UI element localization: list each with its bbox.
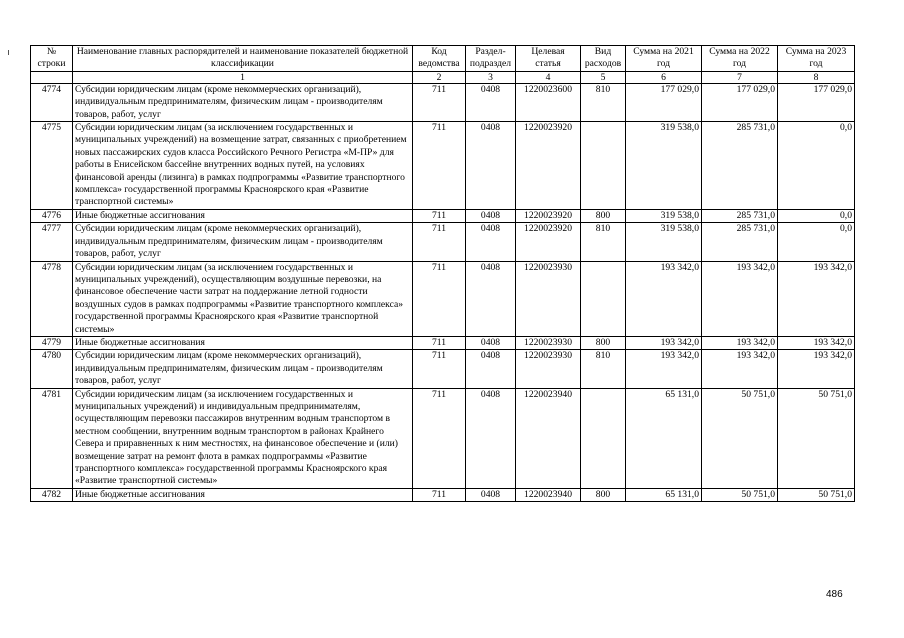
row-sum-2021: 319 538,0: [626, 223, 702, 261]
table-row: [31, 336, 855, 349]
row-sum-2021: 65 131,0: [626, 488, 702, 501]
row-name: Иные бюджетные ассигнования: [73, 488, 413, 501]
column-number: 6: [626, 71, 702, 83]
row-target: 1220023920: [516, 209, 581, 222]
row-target: 1220023920: [516, 122, 581, 210]
table-row: [31, 388, 855, 488]
header-sum-2023: Сумма на 2023 год: [778, 46, 855, 72]
row-number: 4781: [31, 388, 73, 488]
row-dept: 711: [413, 488, 466, 501]
row-exp-type: 810: [581, 83, 626, 121]
row-sum-2021: 177 029,0: [626, 83, 702, 121]
column-number: 2: [413, 71, 466, 83]
row-name: Субсидии юридическим лицам (кроме некоммерческих организаций), индивидуальным предпринимателям, физическим лицам - производителям товаров, работ, услуг: [73, 83, 413, 121]
header-name: Наименование главных распорядителей и наименование показателей бюджетной классификации: [73, 46, 413, 72]
table-row: [31, 350, 855, 388]
row-section: 0408: [466, 388, 516, 488]
row-exp-type: 800: [581, 209, 626, 222]
row-dept: 711: [413, 209, 466, 222]
row-dept: 711: [413, 122, 466, 210]
column-number: 4: [516, 71, 581, 83]
row-number: 4782: [31, 488, 73, 501]
row-name: Иные бюджетные ассигнования: [73, 336, 413, 349]
row-dept: 711: [413, 223, 466, 261]
row-sum-2023: 193 342,0: [778, 350, 855, 388]
row-sum-2021: 193 342,0: [626, 336, 702, 349]
row-sum-2023: 193 342,0: [778, 261, 855, 336]
row-sum-2023: 0,0: [778, 223, 855, 261]
row-sum-2022: 177 029,0: [702, 83, 778, 121]
row-sum-2021: 65 131,0: [626, 388, 702, 488]
table-row: [31, 209, 855, 222]
row-section: 0408: [466, 122, 516, 210]
row-name: Субсидии юридическим лицам (за исключением государственных и муниципальных учреждений) на возмещение затрат, связанных с приобретением новых пассажирских судов класса Российского Речного Регистра «М-ПР» для работы в Енисейском бассейне внутренних водных путей, на условиях финансовой аренды (лизинга) в рамках подпрограммы «Развитие транспортного комплекса» государственной программы Красноярского края «Развитие транспортной системы»: [73, 122, 413, 210]
row-section: 0408: [466, 488, 516, 501]
row-sum-2023: 177 029,0: [778, 83, 855, 121]
row-exp-type: 810: [581, 350, 626, 388]
row-section: 0408: [466, 350, 516, 388]
row-name: Субсидии юридическим лицам (кроме некоммерческих организаций), индивидуальным предпринимателям, физическим лицам - производителям товаров, работ, услуг: [73, 223, 413, 261]
column-number: 1: [73, 71, 413, 83]
row-number: 4780: [31, 350, 73, 388]
budget-table: [30, 45, 855, 502]
row-sum-2022: 285 731,0: [702, 223, 778, 261]
row-number: 4779: [31, 336, 73, 349]
row-dept: 711: [413, 350, 466, 388]
row-sum-2023: 50 751,0: [778, 488, 855, 501]
row-sum-2023: 0,0: [778, 209, 855, 222]
header-exp-type: Вид расходов: [581, 46, 626, 72]
row-sum-2021: 193 342,0: [626, 350, 702, 388]
row-sum-2022: 285 731,0: [702, 209, 778, 222]
column-number: 8: [778, 71, 855, 83]
row-section: 0408: [466, 336, 516, 349]
row-sum-2022: 193 342,0: [702, 336, 778, 349]
row-sum-2023: 193 342,0: [778, 336, 855, 349]
header-dept: Код ведомства: [413, 46, 466, 72]
row-dept: 711: [413, 336, 466, 349]
margin-mark: [8, 50, 9, 55]
row-exp-type: [581, 261, 626, 336]
row-exp-type: 810: [581, 223, 626, 261]
header-sum-2022: Сумма на 2022 год: [702, 46, 778, 72]
header-sum-2021: Сумма на 2021 год: [626, 46, 702, 72]
row-sum-2021: 319 538,0: [626, 122, 702, 210]
row-exp-type: 800: [581, 488, 626, 501]
row-exp-type: [581, 388, 626, 488]
row-sum-2022: 285 731,0: [702, 122, 778, 210]
row-sum-2022: 50 751,0: [702, 388, 778, 488]
row-sum-2022: 50 751,0: [702, 488, 778, 501]
row-dept: 711: [413, 261, 466, 336]
row-dept: 711: [413, 388, 466, 488]
row-exp-type: [581, 122, 626, 210]
row-name: Субсидии юридическим лицам (кроме некоммерческих организаций), индивидуальным предпринимателям, физическим лицам - производителям товаров, работ, услуг: [73, 350, 413, 388]
table-row: [31, 122, 855, 210]
row-target: 1220023940: [516, 488, 581, 501]
header-section: Раздел-подраздел: [466, 46, 516, 72]
row-name: Субсидии юридическим лицам (за исключением государственных и муниципальных учреждений), осуществляющим воздушные перевозки, на финансовое обеспечение части затрат на поддержание летной годности воздушных судов в рамках подпрограммы «Развитие транспортного комплекса» государственной программы Красноярского края «Развитие транспортной системы»: [73, 261, 413, 336]
table-row: [31, 488, 855, 501]
row-number: 4778: [31, 261, 73, 336]
table-row: [31, 223, 855, 261]
row-exp-type: 800: [581, 336, 626, 349]
row-target: 1220023930: [516, 261, 581, 336]
row-target: 1220023600: [516, 83, 581, 121]
row-target: 1220023930: [516, 336, 581, 349]
row-name: Иные бюджетные ассигнования: [73, 209, 413, 222]
row-number: 4774: [31, 83, 73, 121]
row-target: 1220023920: [516, 223, 581, 261]
header-target: Целевая статья: [516, 46, 581, 72]
row-section: 0408: [466, 209, 516, 222]
row-sum-2022: 193 342,0: [702, 261, 778, 336]
table-row: [31, 261, 855, 336]
column-number: 7: [702, 71, 778, 83]
row-sum-2023: 50 751,0: [778, 388, 855, 488]
column-number-row: [31, 71, 855, 83]
header-row-no: № строки: [31, 46, 73, 72]
row-sum-2021: 193 342,0: [626, 261, 702, 336]
row-sum-2021: 319 538,0: [626, 209, 702, 222]
row-section: 0408: [466, 261, 516, 336]
row-target: 1220023940: [516, 388, 581, 488]
column-number: 3: [466, 71, 516, 83]
row-dept: 711: [413, 83, 466, 121]
column-number: 5: [581, 71, 626, 83]
header-row: [31, 46, 855, 72]
row-section: 0408: [466, 83, 516, 121]
column-number: [31, 71, 73, 83]
row-number: 4777: [31, 223, 73, 261]
row-number: 4775: [31, 122, 73, 210]
page-number: 486: [826, 589, 843, 600]
row-name: Субсидии юридическим лицам (за исключением государственных и муниципальных учреждений) и индивидуальным предпринимателям, осуществляющим перевозки пассажиров внутренним водным транспортом в местном сообщении, внутренним водным транспортом в районах Крайнего Севера и приравненных к ним местностях, на финансовое обеспечение и (или) возмещение затрат на ремонт флота в рамках подпрограммы «Развитие транспортного комплекса» государственной программы Красноярского края «Развитие транспортной системы»: [73, 388, 413, 488]
row-sum-2022: 193 342,0: [702, 350, 778, 388]
row-target: 1220023930: [516, 350, 581, 388]
row-section: 0408: [466, 223, 516, 261]
row-number: 4776: [31, 209, 73, 222]
row-sum-2023: 0,0: [778, 122, 855, 210]
table-row: [31, 83, 855, 121]
